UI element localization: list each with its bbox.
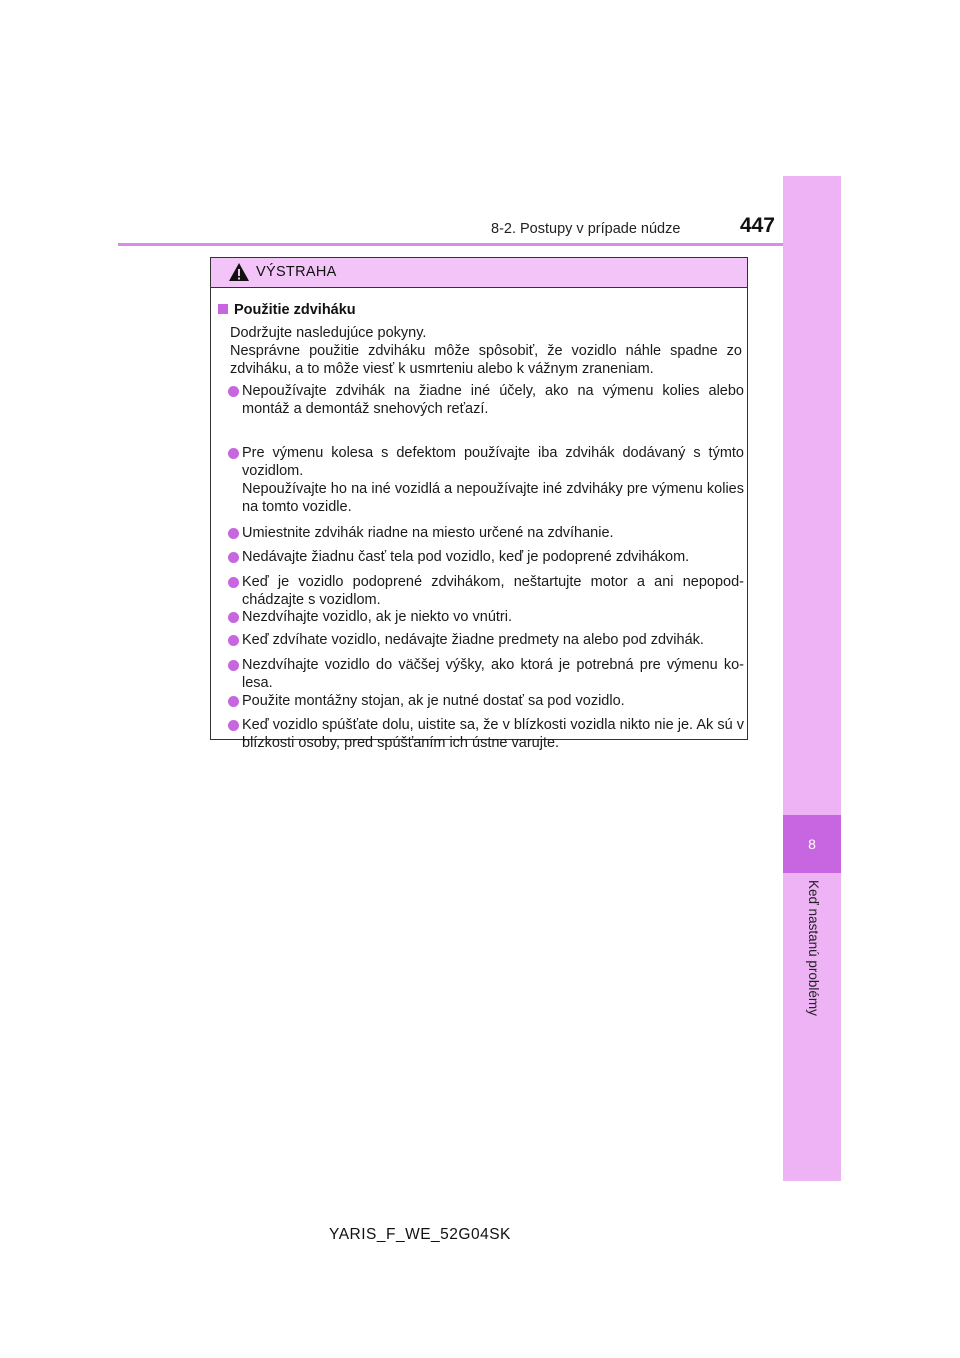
list-item: [228, 573, 744, 609]
document-code: YARIS_F_WE_52G04SK: [329, 1226, 511, 1243]
chapter-side-tab: [783, 176, 841, 1181]
header-divider: [118, 243, 841, 246]
bullet-dot-icon: [228, 386, 239, 397]
section-heading: 8-2. Postupy v prípade núdze: [491, 221, 681, 237]
warning-intro: [230, 324, 742, 378]
list-item: [228, 656, 744, 692]
list-item-text: Nezdvíhajte vozidlo, ak je niekto vo vnútri.: [242, 609, 512, 625]
list-item-text: Pre výmenu kolesa s defektom používajte iba zdvihák dodávaný s týmto vozidlom.: [242, 445, 744, 479]
warning-section-title: [218, 302, 356, 318]
list-item: [228, 692, 744, 710]
list-item-text: Nedávajte žiadnu časť tela pod vozidlo, keď je podoprené zdvihákom.: [242, 549, 690, 565]
bullet-dot-icon: [228, 612, 239, 623]
list-item: [228, 524, 744, 542]
list-item-text: Keď je vozidlo podoprené zdvihákom, neštartujte motor a ani nepopod-chádzajte s vozidlom.: [242, 574, 744, 608]
list-item: [228, 716, 744, 752]
list-item: [228, 548, 744, 566]
bullet-dot-icon: [228, 635, 239, 646]
bullet-dot-icon: [228, 552, 239, 563]
chapter-title-text: Keď nastanú problémy: [806, 880, 821, 1016]
bullet-dot-icon: [228, 696, 239, 707]
list-item-text: Nezdvíhajte vozidlo do väčšej výšky, ako ktorá je potrebná pre výmenu ko-lesa.: [242, 657, 744, 691]
bullet-dot-icon: [228, 528, 239, 539]
list-item: [228, 444, 744, 516]
list-item-text-continued: Nepoužívajte ho na iné vozidlá a nepoužívajte iné zdviháky pre výmenu kolies na tomto vozidle.: [242, 481, 744, 515]
bullet-dot-icon: [228, 660, 239, 671]
list-item: [228, 631, 744, 649]
list-item-text: Nepoužívajte zdvihák na žiadne iné účely, ako na výmenu kolies alebo montáž a demontáž snehových reťazí.: [242, 383, 744, 417]
square-bullet-icon: [218, 304, 228, 314]
warning-title: VÝSTRAHA: [256, 264, 337, 280]
bullet-dot-icon: [228, 448, 239, 459]
bullet-dot-icon: [228, 720, 239, 731]
list-item: [228, 382, 744, 418]
list-item-text: Použite montážny stojan, ak je nutné dostať sa pod vozidlo.: [242, 693, 625, 709]
chapter-number-tab: 8: [783, 815, 841, 873]
list-item-text: Umiestnite zdvihák riadne na miesto určené na zdvíhanie.: [242, 525, 614, 541]
bullet-dot-icon: [228, 577, 239, 588]
intro-line-2: Nesprávne použitie zdviháku môže spôsobiť, že vozidlo náhle spadne zo zdviháku, a to môže viesť k usmrteniu alebo k vážnym zraneniam.: [230, 343, 742, 377]
warning-triangle-icon: [228, 262, 250, 282]
list-item-text: Keď vozidlo spúšťate dolu, uistite sa, že v blízkosti vozidla nikto nie je. Ak sú v blízkosti osoby, pred spúšťaním ich ústne varujte.: [242, 717, 744, 751]
list-item-text: Keď zdvíhate vozidlo, nedávajte žiadne predmety na alebo pod zdvihák.: [242, 632, 704, 648]
intro-line-1: Dodržujte nasledujúce pokyny.: [230, 325, 427, 341]
list-item: [228, 608, 744, 626]
warning-header: [211, 258, 747, 288]
page-number: 447: [739, 214, 775, 237]
chapter-title-vertical: [783, 880, 841, 1030]
section-title-text: Použitie zdviháku: [234, 302, 356, 318]
warning-box: [210, 257, 748, 751]
